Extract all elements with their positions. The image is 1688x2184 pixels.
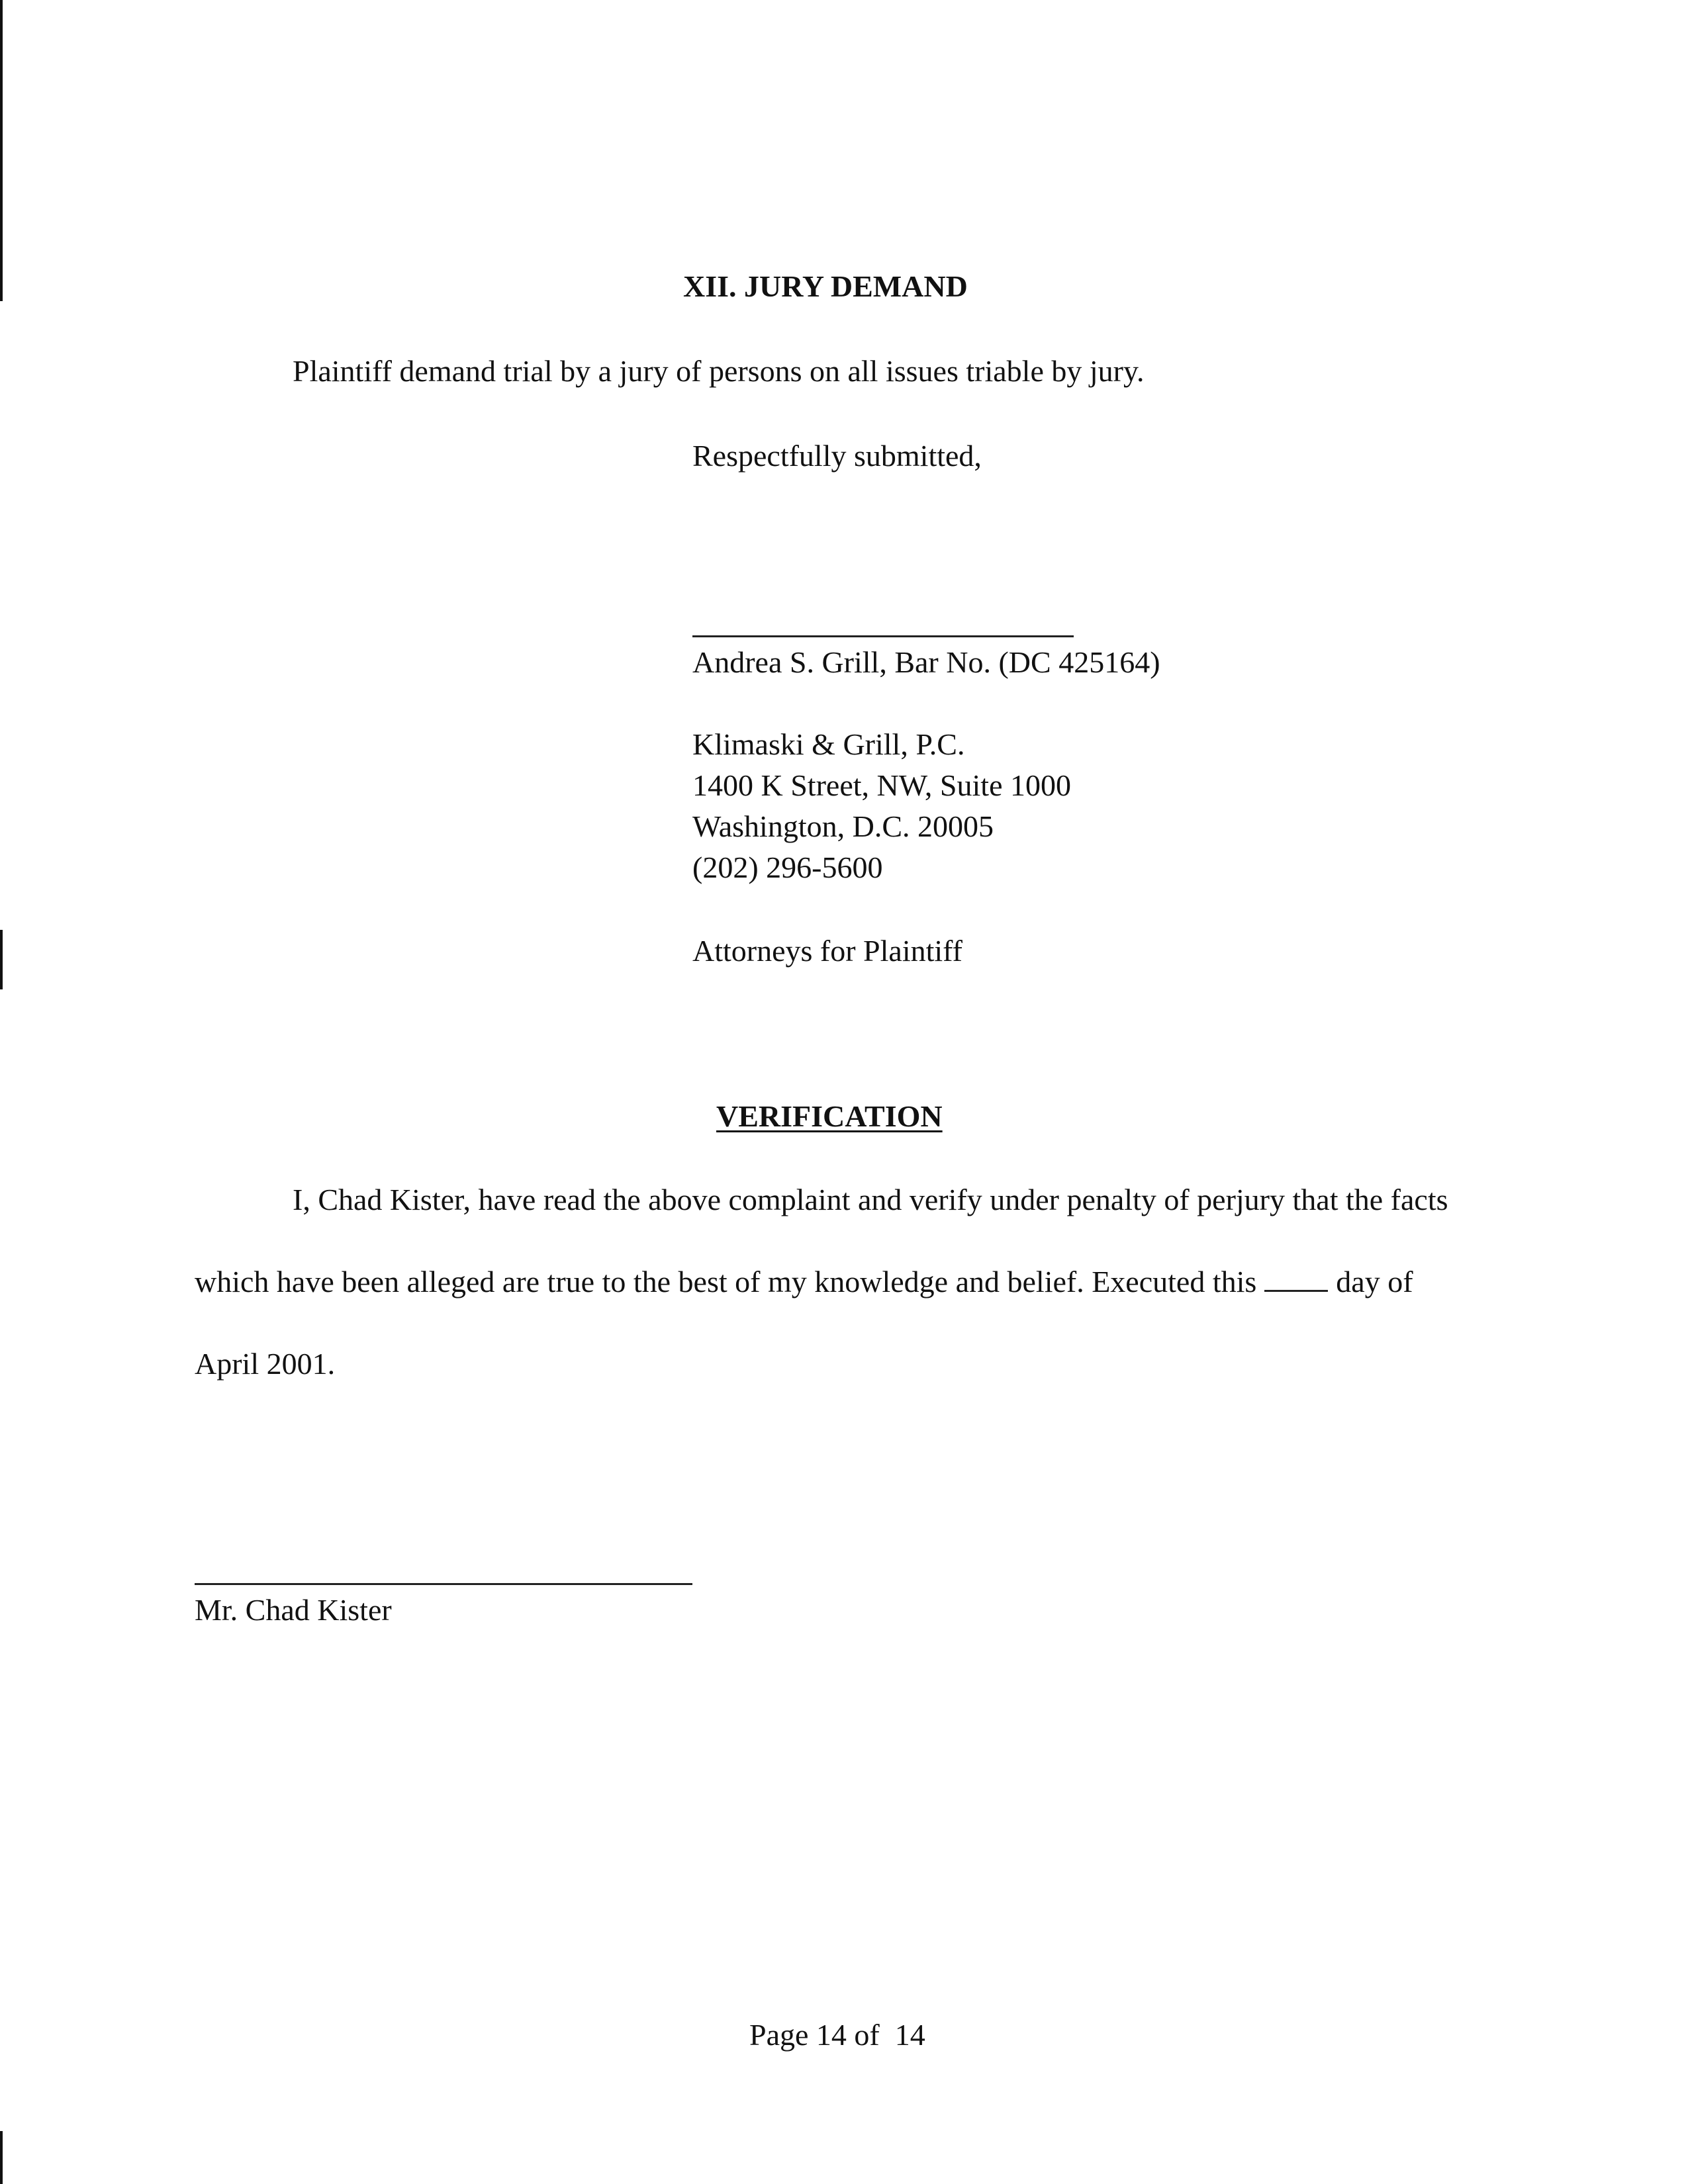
attorney-signature-line xyxy=(692,635,1074,637)
scan-edge-mark-bottom xyxy=(0,2131,3,2184)
attorney-name-bar: Andrea S. Grill, Bar No. (DC 425164) xyxy=(692,645,1160,679)
signer-name: Mr. Chad Kister xyxy=(195,1593,392,1627)
attorney-firm: Klimaski & Grill, P.C. xyxy=(692,727,965,761)
jury-demand-heading: XII. JURY DEMAND xyxy=(683,269,968,303)
attorney-phone: (202) 296-5600 xyxy=(692,850,883,884)
scan-edge-mark-top xyxy=(0,0,3,301)
scan-edge-mark-middle xyxy=(0,930,3,989)
page-number: Page 14 of 14 xyxy=(749,2018,925,2052)
attorney-street: 1400 K Street, NW, Suite 1000 xyxy=(692,768,1071,802)
jury-demand-statement: Plaintiff demand trial by a jury of persons on all issues triable by jury. xyxy=(293,354,1145,388)
closing-phrase: Respectfully submitted, xyxy=(692,439,982,473)
day-blank-field xyxy=(1264,1270,1328,1292)
verification-line-2-text: which have been alleged are true to the best of my knowledge and belief. Executed this xyxy=(195,1265,1257,1298)
verification-heading: VERIFICATION xyxy=(716,1099,943,1133)
verification-line-1: I, Chad Kister, have read the above complaint and verify under penalty of perjury that the facts xyxy=(293,1183,1448,1216)
signer-signature-line xyxy=(195,1583,692,1585)
verification-line-2 xyxy=(195,1267,1413,1297)
verification-line-3: April 2001. xyxy=(195,1347,336,1381)
attorney-city: Washington, D.C. 20005 xyxy=(692,809,994,843)
verification-line-2-tail: day of xyxy=(1336,1265,1413,1298)
attorney-role: Attorneys for Plaintiff xyxy=(692,934,962,968)
